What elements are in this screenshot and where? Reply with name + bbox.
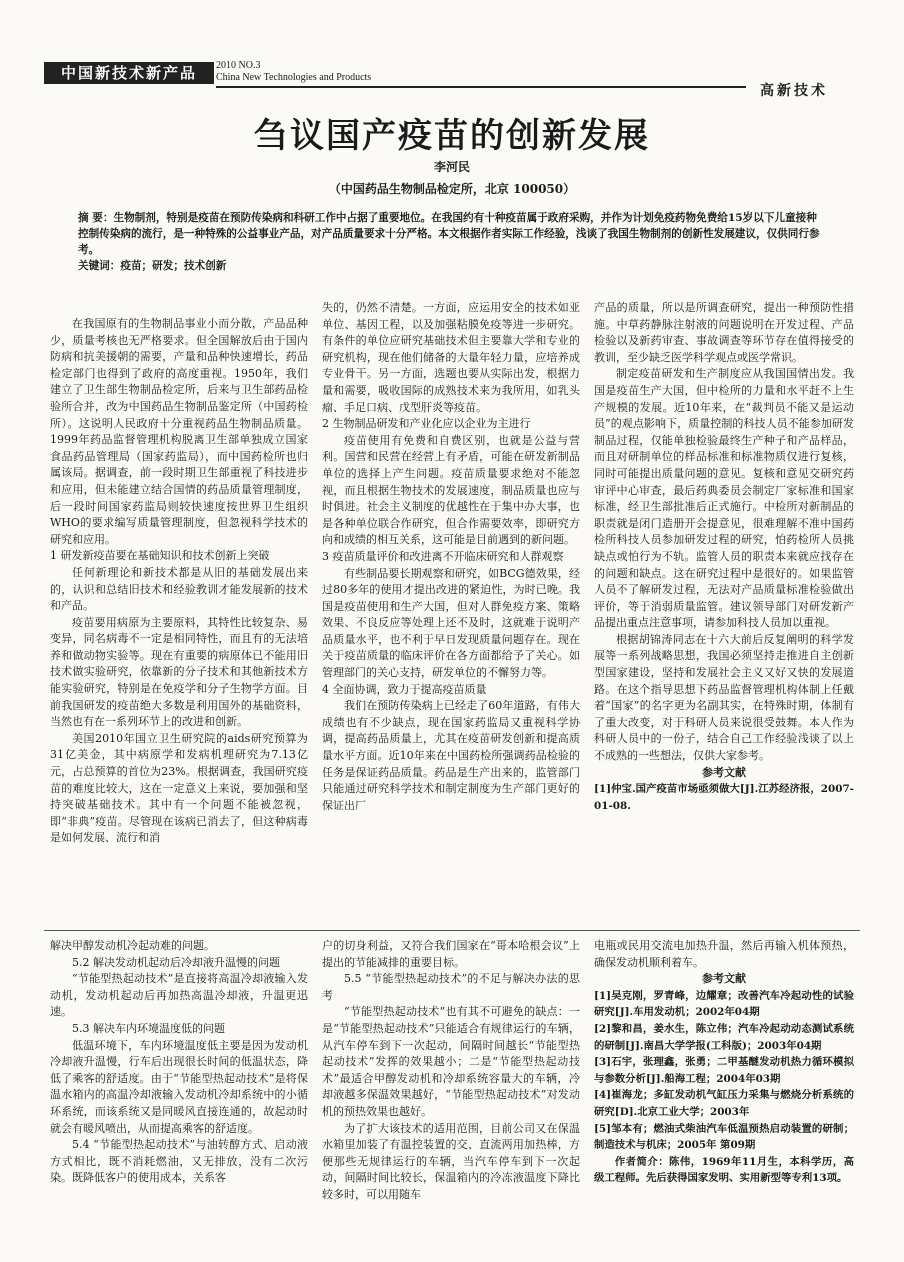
article-affiliation: （中国药品生物制品检定所，北京 100050） — [328, 182, 576, 196]
author-bio: 作者简介：陈伟，1969年11月生，本科学历，高级工程师。先后获得国家发明、实用新型等专利13项。 — [594, 1155, 854, 1185]
paragraph: 产品的质量，所以是所调查研究，提出一种预防性措施。中草药静脉注射液的问题说明在开发过程、产品检验以及新药审查、事故调查等环节存在值得接受的教训，至少缺乏医学科学观点或医学常识。 — [594, 301, 854, 364]
section-heading: 5.2 解决发动机起动后冷却液升温慢的问题 — [72, 955, 280, 969]
body-column-3 — [594, 300, 854, 876]
paragraph: 解决甲醇发动机冷起动难的问题。 — [50, 939, 215, 952]
journal-masthead: 中国新技术新产品 — [44, 62, 214, 84]
reference-item: [2]黎和昌，姜水生，陈立伟；汽车冷起动动态测试系统的研制[J].南昌大学学报(工科版)；2003年04期 — [594, 1022, 854, 1052]
reference-item: [4]崔海龙；多缸发动机气缸压力采集与燃烧分析系统的研究[D].北京工业大学；2003年 — [594, 1089, 854, 1118]
section-heading: 4 全面协调，致力于提高疫苗质量 — [322, 682, 487, 696]
paragraph: 任何新理论和新技术都是从旧的基础发展出来的，认识和总结旧技术和经验教训才能发展新的技术和产品。 — [50, 565, 308, 613]
paragraph: 失的，仍然不清楚。一方面，应运用安全的技术如亚单位、基因工程，以及加强粘膜免疫等进一步研究。有条件的单位应研究基础技术但主要靠大学和专业的研究机构，现在他们储备的大量年轻力量，应培养成专业骨干。另一方面，选题也要从实际出发，根据力量和需要，吸收国际的成熟技术来为我所用，如乳头瘤、手足口病、戊型肝炎等疫苗。 — [322, 301, 580, 414]
article-title: 刍议国产疫苗的创新发展 — [254, 116, 650, 156]
article-abstract: 摘 要：生物制剂，特别是疫苗在预防传染病和科研工作中占据了重要地位。在我国约有十种疫苗属于政府采购，并作为计划免疫药物免费给15岁以下儿童接种控制传染病的流行，是一种特殊的公益事业产品，对产品质量要求十分严格。本文根据作者实际工作经验，浅谈了我国生物制剂的创新性发展建议，仅供同行参考。 — [78, 212, 820, 256]
paragraph: “节能型热起动技术”也有其不可避免的缺点：一是“节能型热起动技术”只能适合有规律运行的车辆，从汽车停车到下一次起动，间隔时间越长“节能型热起动技术”发挥的效果越小；二是“节能型热起动技术”最适合甲醇发动机和冷却系统容量大的车辆，冷却液越多保温效果越好，“节能型热起动技术”对发动机的预热效果也越好。 — [322, 1005, 580, 1118]
paragraph: 制定疫苗研发和生产制度应从我国国情出发。我国是疫苗生产大国，但中检所的力量和水平赶不上生产规模的发展。近10年来，在“裁判员不能又是运动员”的观点影响下，质量控制的科技人员不能参加研发制品过程，仅能单独检验最终生产种子和产品样品，而且对研制单位的样品标准和标准物质仅进行复核，同时可能提出质量问题的意见。复核和意见交研究药审评中心审查，最后药典委员会制定厂家标准和国家标准，经卫生部批准后正式施行。中检所对新制品的职责就是闭门造册开会提意见，很难理解不准中国药检所科技人员参加研发过程的研究，怕药检所人员挑缺点或怕行为不轨。监管人员的职责本来就应找存在的问题和缺点。这在研究过程中是很好的。如果监管人员不了解研发过程，无法对产品质量标准检验做出评价，等于消弱质量监管。建议领导部门对研发新产品提出重点注意事项，请参加科技人员加以重视。 — [594, 367, 854, 630]
paragraph: 5.4 “节能型热起动技术”与油转醇方式、启动液方式相比，既不消耗燃油，又无排放，没有二次污染。既降低客户的使用成本，关系客 — [50, 1138, 308, 1185]
paragraph: 在我国原有的生物制品事业小而分散，产品品种少，质量考核也无严格要求。但全国解放后由于国内防病和抗美援朝的需要，产量和品种快速增长，药品检定部门也得到了政府的高度重视。1950年，我们建立了卫生部生物制品检定所，后来与卫生部药品检验所合并，改为中国药品生物制品鉴定所（中国药检所）。这说明人民政府十分重视药品生物制品质量。1999年药品监督管理机构脱离卫生部单独成立国家食品药品管理局（国家药监局），而中国药检所也归属该局。据调查，前一段时期卫生部重视了科技进步和应用，但未能建立结合国情的药品质量管理制度，后一段时间国家药监局则较快速度按世界卫生组织WHO的要求编写质量管理制度，但忽视科学技术的研究和应用。 — [50, 317, 308, 546]
article-author: 李河民 — [433, 160, 470, 174]
paragraph: 低温环境下，车内环境温度低主要是因为发动机冷却液升温慢，行车后出现很长时间的低温状态，降低了乘客的舒适度。由于“节能型热起动技术”是将保温水箱内的高温冷却液输入发动机冷却系统中的小循环系统，而该系统又是同暖风直接连通的，故起动时就会有暖风喷出，从而提高乘客的舒适度。 — [50, 1038, 308, 1135]
section-heading: 1 研发新疫苗要在基础知识和技术创新上突破 — [50, 549, 270, 563]
paragraph: “节能型热起动技术”是直接将高温冷却液输入发动机，发动机起动后再加热高温冷却液，升温更迅速。 — [50, 972, 308, 1019]
lower-column-2 — [322, 938, 580, 1250]
section-tag: 高新技术 — [760, 83, 828, 99]
reference-item: [1]仲宝.国产疫苗市场亟须做大[J].江苏经济报，2007-01-08. — [594, 783, 854, 812]
paragraph: 有些制品要长期观察和研究，如BCG德效果，经过80多年的使用才提出改进的紧迫性，为时已晚。我国是疫苗使用和生产大国，但对人群免疫方案、策略效果、不良反应等处理上还不及时，这就难于说明产品质量水平，也不利于早日发现质量问题存在。现在关于疫苗质量的临床评价在各方面都给予了关心。如管理部门的关心支持，研发单位的不懈努力等。 — [322, 566, 580, 680]
section-heading: 3 疫苗质量评价和改进离不开临床研究和人群观察 — [322, 549, 564, 563]
article-keywords: 关键词：疫苗；研发；技术创新 — [78, 260, 227, 272]
section-heading: 2 生物制品研发和产业化应以企业为主进行 — [322, 417, 531, 431]
header-rule — [216, 86, 746, 88]
paragraph: 美国2010年国立卫生研究院的aids研究预算为31亿美金，其中病原学和发病机理研究为7.13亿元，占总预算的首位为23%。根据调查，我国研究疫苗的难度比较大，这在一定意义上来说，要加强和坚持突破基础技术。其中有一个问题不能被忽视，即“非典”疫苗。尽管现在该病已消去了，但这种病毒是如何发展、流行和消 — [50, 731, 308, 845]
issue-number: 2010 NO.3 — [216, 60, 261, 71]
section-heading: 5.5 “节能型热起动技术”的不足与解决办法的思考 — [322, 972, 580, 1002]
paragraph: 根据胡锦涛同志在十六大前后反复阐明的科学发展等一系列战略思想，我国必须坚持走推进自主创新型国家建设，坚持和发展社会主义又好又快的发展道路。在这个指导思想下药品监督管理机构体制上任戴着“国家”的名字更为名副其实，在特殊时期，体制有了重大改变，对于科研人员来说很受鼓舞。本人作为科研人员中的一份子，结合自己工作经验浅谈了以上不成熟的一些想法，仅供大家参考。 — [594, 632, 854, 763]
paragraph: 户的切身利益，又符合我们国家在“哥本哈根会议”上提出的节能减排的重要目标。 — [322, 939, 580, 969]
article-divider — [44, 930, 860, 931]
references-heading: 参考文献 — [702, 972, 746, 986]
section-heading: 5.3 解决车内环境温度低的问题 — [72, 1021, 225, 1035]
lower-column-1 — [50, 938, 308, 1250]
references-heading: 参考文献 — [702, 765, 746, 779]
paragraph: 我们在预防传染病上已经走了60年道路，有伟大成绩也有不少缺点，现在国家药监局又重视科学协调，提高药品质量上，尤其在疫苗研发创新和提高质量水平方面。近10年来在中国药检所强调药品检验的任务是保证药品质量。药品是生产出来的，监管部门只能通过研究科学技术和制定制度为生产部门更好的保证出厂 — [322, 699, 580, 812]
body-column-1 — [50, 316, 308, 876]
reference-item: [5]邹本有；燃油式柴油汽车低温预热启动装置的研制；制造技术与机床；2005年 第09期 — [594, 1122, 854, 1152]
paragraph: 电瓶或民用交流电加热升温，然后再输入机体预热，确保发动机顺利着车。 — [594, 939, 854, 969]
paragraph: 为了扩大该技术的适用范围，目前公司又在保温水箱里加装了有温控装置的交、直流两用加热棒，方便那些无规律运行的车辆，当汽车停车到下一次起动，间隔时间比较长，保温箱内的冷冻液温度下降比较多时，可以用随车 — [322, 1121, 580, 1201]
journal-english-name: China New Technologies and Products — [216, 72, 372, 83]
reference-item: [1]吴克刚，罗青峰，边耀章；改善汽车冷起动性的试验研究[J].车用发动机；2002年04期 — [594, 989, 854, 1019]
lower-column-3 — [594, 938, 854, 1250]
paragraph: 疫苗使用有免费和自费区别，也就是公益与营利。国营和民营在经营上有矛盾，可能在研发新制品单位的选择上产生问题。疫苗质量要求绝对不能忽视，而且根据生物技术的发展速度，制品质量也应与时俱进。社会主义制度的优越性在于集中办大事，也是各种单位联合作研究，但合作需要效率，即研究方向和成绩的相互关系，这可能是目前遇到的新问题。 — [322, 433, 580, 547]
paragraph: 疫苗要用病原为主要原料，其特性比较复杂、易变异，同名病毒不一定是相同特性，而且有的无法培养和做动物实验等。现在有重要的病原体已不能用旧技术做实验研究，依靠新的分子技术和其他新技术方能实验研究，特别是在免疫学和分子生物学方面。目前我国研发的疫苗绝大多数是利用国外的基础资料，当然也有在一系列环节上的改进和创新。 — [50, 615, 308, 729]
body-column-2 — [322, 300, 580, 876]
reference-item: [3]石宇，张理鑫，张勇；二甲基醚发动机热力循环模拟与参数分析[J].船海工程；2004年03期 — [594, 1056, 854, 1085]
